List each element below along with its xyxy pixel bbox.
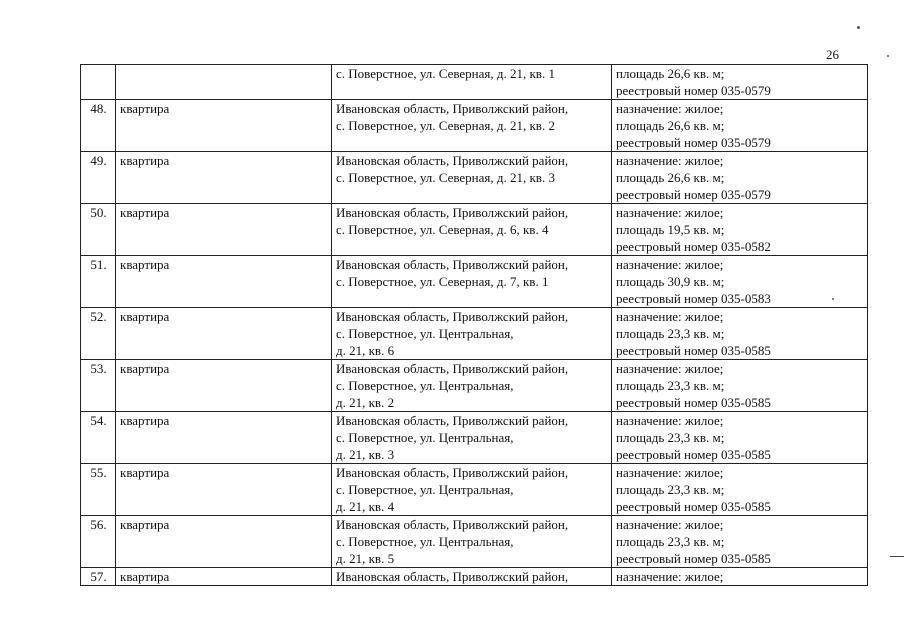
table-row	[81, 65, 868, 100]
characteristics-line: назначение: жилое;	[616, 569, 724, 584]
object-type-cell	[116, 412, 332, 464]
characteristics-line: назначение: жилое;	[616, 205, 724, 220]
table-row	[81, 308, 868, 360]
address-cell	[332, 568, 612, 586]
object-type-cell	[116, 464, 332, 516]
characteristics-cell	[612, 152, 868, 204]
address-line: Ивановская область, Приволжский район,	[336, 257, 569, 272]
object-type-cell	[116, 256, 332, 308]
address-cell	[332, 308, 612, 360]
scan-speck	[857, 26, 860, 29]
address-line: с. Поверстное, ул. Центральная,	[336, 326, 514, 341]
table-row	[81, 464, 868, 516]
table-row	[81, 204, 868, 256]
characteristics-line: реестровый номер 035-0583	[616, 291, 771, 306]
object-type: квартира	[120, 361, 170, 376]
characteristics-line: площадь 23,3 кв. м;	[616, 430, 725, 445]
characteristics-line: реестровый номер 035-0585	[616, 499, 771, 514]
address-line: с. Поверстное, ул. Северная, д. 21, кв. 1	[336, 66, 555, 81]
characteristics-cell	[612, 65, 868, 100]
row-number: 57.	[90, 569, 107, 584]
table-row	[81, 152, 868, 204]
characteristics-line: реестровый номер 035-0579	[616, 83, 771, 98]
address-line: Ивановская область, Приволжский район,	[336, 101, 569, 116]
address-line: с. Поверстное, ул. Северная, д. 7, кв. 1	[336, 274, 549, 289]
property-registry-table	[80, 64, 868, 586]
row-number: 53.	[90, 361, 107, 376]
row-number: 55.	[90, 465, 107, 480]
address-line: Ивановская область, Приволжский район,	[336, 569, 569, 584]
page-number: 26	[826, 47, 839, 62]
row-number: 50.	[90, 205, 107, 220]
row-number-cell	[81, 204, 116, 256]
characteristics-cell	[612, 568, 868, 586]
characteristics-line: площадь 23,3 кв. м;	[616, 378, 725, 393]
characteristics-line: площадь 30,9 кв. м;	[616, 274, 725, 289]
object-type-cell	[116, 152, 332, 204]
address-line: Ивановская область, Приволжский район,	[336, 465, 569, 480]
characteristics-cell	[612, 100, 868, 152]
row-number-cell	[81, 464, 116, 516]
address-line: с. Поверстное, ул. Северная, д. 6, кв. 4	[336, 222, 549, 237]
address-cell	[332, 204, 612, 256]
address-line: д. 21, кв. 6	[336, 343, 395, 358]
characteristics-line: площадь 23,3 кв. м;	[616, 326, 725, 341]
characteristics-cell	[612, 360, 868, 412]
characteristics-line: назначение: жилое;	[616, 309, 724, 324]
characteristics-line: площадь 26,6 кв. м;	[616, 170, 725, 185]
row-number-cell	[81, 308, 116, 360]
row-number-cell	[81, 568, 116, 586]
address-line: д. 21, кв. 3	[336, 447, 395, 462]
address-line: Ивановская область, Приволжский район,	[336, 361, 569, 376]
table-row	[81, 412, 868, 464]
address-line: с. Поверстное, ул. Центральная,	[336, 534, 514, 549]
characteristics-line: реестровый номер 035-0579	[616, 135, 771, 150]
address-cell	[332, 65, 612, 100]
characteristics-line: реестровый номер 035-0582	[616, 239, 771, 254]
row-number-cell	[81, 152, 116, 204]
object-type-cell	[116, 100, 332, 152]
characteristics-line: назначение: жилое;	[616, 101, 724, 116]
address-cell	[332, 412, 612, 464]
characteristics-line: площадь 23,3 кв. м;	[616, 482, 725, 497]
address-cell	[332, 256, 612, 308]
address-line: с. Поверстное, ул. Северная, д. 21, кв. 3	[336, 170, 555, 185]
row-number-cell	[81, 100, 116, 152]
table-row	[81, 516, 868, 568]
address-line: д. 21, кв. 2	[336, 395, 395, 410]
characteristics-cell	[612, 308, 868, 360]
address-line: д. 21, кв. 4	[336, 499, 395, 514]
address-line: Ивановская область, Приволжский район,	[336, 309, 569, 324]
address-line: Ивановская область, Приволжский район,	[336, 153, 569, 168]
table-row	[81, 100, 868, 152]
address-line: д. 21, кв. 5	[336, 551, 395, 566]
characteristics-line: реестровый номер 035-0579	[616, 187, 771, 202]
object-type: квартира	[120, 257, 170, 272]
row-number-cell	[81, 516, 116, 568]
row-number: 56.	[90, 517, 107, 532]
characteristics-line: назначение: жилое;	[616, 465, 724, 480]
characteristics-line: реестровый номер 035-0585	[616, 447, 771, 462]
characteristics-line: назначение: жилое;	[616, 257, 724, 272]
characteristics-line: реестровый номер 035-0585	[616, 343, 771, 358]
row-number: 49.	[90, 153, 107, 168]
address-cell	[332, 100, 612, 152]
object-type: квартира	[120, 153, 170, 168]
row-number: 54.	[90, 413, 107, 428]
row-number-cell	[81, 65, 116, 100]
characteristics-cell	[612, 412, 868, 464]
table-row	[81, 568, 868, 586]
row-number: 51.	[90, 257, 107, 272]
row-number: 48.	[90, 101, 107, 116]
scan-speck	[832, 298, 834, 300]
object-type: квартира	[120, 101, 170, 116]
registry-body	[81, 65, 868, 586]
characteristics-line: назначение: жилое;	[616, 413, 724, 428]
object-type-cell	[116, 204, 332, 256]
characteristics-cell	[612, 464, 868, 516]
object-type-cell	[116, 308, 332, 360]
row-number: 52.	[90, 309, 107, 324]
table-row	[81, 256, 868, 308]
address-cell	[332, 360, 612, 412]
characteristics-line: площадь 19,5 кв. м;	[616, 222, 725, 237]
object-type-cell	[116, 516, 332, 568]
row-number-cell	[81, 256, 116, 308]
scan-speck	[887, 55, 889, 57]
object-type-cell	[116, 568, 332, 586]
address-line: с. Поверстное, ул. Центральная,	[336, 482, 514, 497]
object-type: квартира	[120, 205, 170, 220]
row-number-cell	[81, 360, 116, 412]
characteristics-line: назначение: жилое;	[616, 153, 724, 168]
address-line: Ивановская область, Приволжский район,	[336, 413, 569, 428]
address-line: Ивановская область, Приволжский район,	[336, 205, 569, 220]
address-line: с. Поверстное, ул. Центральная,	[336, 378, 514, 393]
address-cell	[332, 516, 612, 568]
characteristics-line: назначение: жилое;	[616, 517, 724, 532]
characteristics-line: назначение: жилое;	[616, 361, 724, 376]
characteristics-line: реестровый номер 035-0585	[616, 551, 771, 566]
characteristics-line: площадь 23,3 кв. м;	[616, 534, 725, 549]
object-type: квартира	[120, 517, 170, 532]
object-type-cell	[116, 65, 332, 100]
scan-mark	[890, 556, 904, 557]
row-number-cell	[81, 412, 116, 464]
characteristics-line: площадь 26,6 кв. м;	[616, 66, 725, 81]
characteristics-line: реестровый номер 035-0585	[616, 395, 771, 410]
object-type: квартира	[120, 413, 170, 428]
address-cell	[332, 152, 612, 204]
object-type: квартира	[120, 465, 170, 480]
object-type: квартира	[120, 569, 170, 584]
address-line: с. Поверстное, ул. Северная, д. 21, кв. 2	[336, 118, 555, 133]
table-row	[81, 360, 868, 412]
object-type-cell	[116, 360, 332, 412]
address-line: с. Поверстное, ул. Центральная,	[336, 430, 514, 445]
characteristics-line: площадь 26,6 кв. м;	[616, 118, 725, 133]
address-cell	[332, 464, 612, 516]
address-line: Ивановская область, Приволжский район,	[336, 517, 569, 532]
characteristics-cell	[612, 516, 868, 568]
characteristics-cell	[612, 204, 868, 256]
object-type: квартира	[120, 309, 170, 324]
characteristics-cell	[612, 256, 868, 308]
